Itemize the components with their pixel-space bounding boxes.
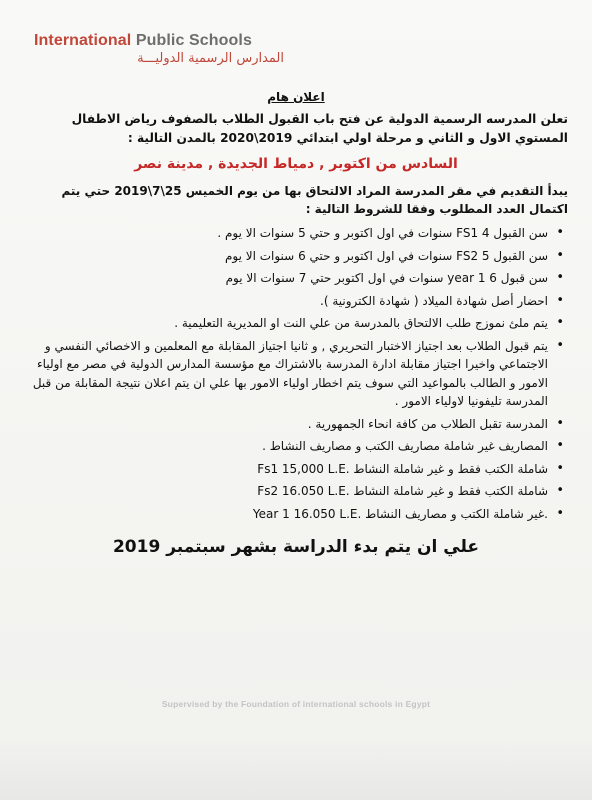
school-logo [34, 32, 304, 66]
logo-international: International [34, 32, 132, 49]
conditions-list [24, 224, 568, 523]
list-item: • سن قبول year 1 6 سنوات في اول اكتوبر حتي 7 سنوات الا يوم [24, 269, 564, 288]
announcement-closing: علي ان يتم بدء الدراسة بشهر سبتمبر 2019 [112, 537, 480, 557]
list-item: • Fs1 15,000 L.E. شاملة الكتب فقط و غير شاملة النشاط [24, 460, 564, 479]
list-item: • يتم ملئ نموزج طلب الالتحاق بالمدرسة من علي النت او المديرية التعليمية . [24, 314, 564, 333]
logo-public-schools: Public Schools [131, 32, 252, 49]
list-item: • يتم قبول الطلاب بعد اجتياز الاختبار التحريري , و ثانيا اجتياز المقابلة مع المعلمين و الاخصائي النفسي و الاجتماعي واخيرا اجتياز مقابلة ادارة المدرسة بالاشتراك مع مؤسسة المدارس الدولية في مصر مع اولياء الامور و الطالب بالمواعيد التي سوف يتم اخطار اولياء الامور بها علي ان يتم اعلان نتيجة المقابلة من قبل المدرسة تليفونيا لاولياء الامور . [24, 337, 564, 411]
announcement-intro: تعلن المدرسه الرسمية الدولية عن فتح باب القبول الطلاب بالصفوف رياض الاطفال المستوي الاول و الثاني و مرحلة اولي ابتدائي 2019\2020 بالمدن التالية : [71, 112, 568, 145]
list-item: • Fs2 16.050 L.E. شاملة الكتب فقط و غير شاملة النشاط [24, 482, 564, 501]
announcement-headline: اعلان هام [267, 90, 325, 104]
list-item: • المصاريف غير شاملة مصاريف الكتب و مصاريف النشاط . [24, 437, 564, 456]
logo-english [34, 32, 304, 50]
supervised-footer: Supervised by the Foundation of international schools in Egypt [161, 699, 431, 709]
bottom-shade [0, 740, 592, 800]
list-item: • سن القبول FS2 5 سنوات في اول اكتوبر و حتي 6 سنوات الا يوم [24, 247, 564, 266]
logo-arabic: المدارس الرسمية الدوليـــة [137, 51, 284, 66]
list-item: • احضار أصل شهادة الميلاد ( شهادة الكترونية ). [24, 292, 564, 311]
announcement-body [24, 90, 568, 557]
list-item: • سن القبول FS1 4 سنوات في اول اكتوبر و حتي 5 سنوات الا يوم . [24, 224, 564, 243]
list-item: • Year 1 16.050 L.E. غير شاملة الكتب و مصاريف النشاط. [24, 505, 564, 524]
announcement-apply: يبدأ التقديم في مقر المدرسة المراد الالتحاق بها من يوم الخميس 25\7\2019 حتي يتم اكتمال العدد المطلوب وفقا للشروط التالية : [61, 184, 568, 216]
announcement-cities: السادس من اكتوبر , دمياط الجديدة , مدينة نصر [134, 156, 458, 172]
list-item: • المدرسة تقبل الطلاب من كافة انحاء الجمهورية . [24, 415, 564, 434]
